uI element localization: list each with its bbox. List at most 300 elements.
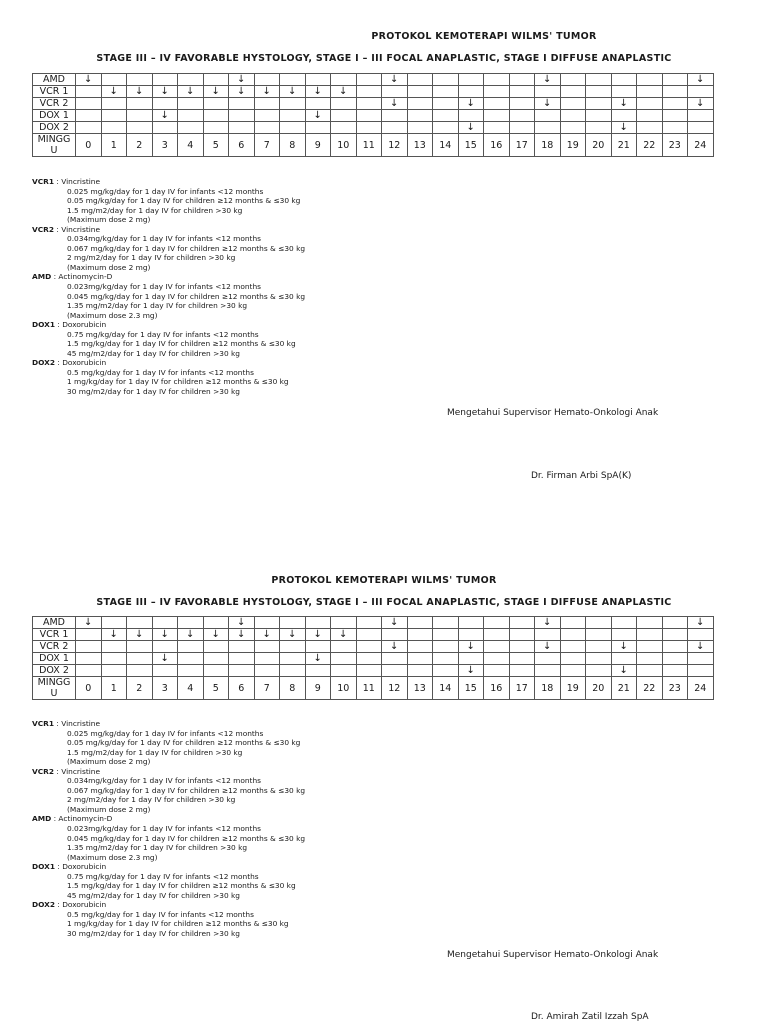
dose-line: (Maximum dose 2.3 mg) [67,852,158,862]
schedule-cell [203,665,229,677]
week-number: 8 [280,677,306,700]
dose-arrow-icon: ↓ [535,617,561,629]
drug-name: Doxorubicin [62,900,107,910]
schedule-row-label: AMD [33,617,76,629]
week-row-label: MINGG U [33,677,76,700]
schedule-cell [484,617,510,629]
schedule-cell [560,122,586,134]
schedule-row [33,74,714,86]
schedule-cell [611,629,637,641]
schedule-cell [484,86,510,98]
schedule-cell [458,110,484,122]
week-number: 20 [586,134,612,157]
schedule-cell [76,122,102,134]
dose-arrow-icon: ↓ [152,653,178,665]
schedule-cell [305,641,331,653]
drug-heading [32,272,305,282]
schedule-cell [586,74,612,86]
drug-separator: : [51,814,59,824]
schedule-cell [586,122,612,134]
dose-arrow-icon: ↓ [382,617,408,629]
dose-arrow-icon: ↓ [305,110,331,122]
dose-arrow-icon: ↓ [688,617,714,629]
dose-arrow-icon: ↓ [152,629,178,641]
schedule-cell [229,110,255,122]
dose-arrow-icon: ↓ [203,629,229,641]
drug-name: Doxorubicin [62,358,107,368]
week-number: 14 [433,134,459,157]
dose-line: 0.045 mg/kg/day for 1 day IV for children ≥12 months & ≤30 kg [67,291,306,301]
week-number: 13 [407,134,433,157]
drug-code: DOX1 [32,862,55,872]
schedule-cell [662,665,688,677]
schedule-cell [127,641,153,653]
dose-arrow-icon: ↓ [229,629,255,641]
schedule-cell [280,74,306,86]
schedule-cell [611,110,637,122]
schedule-cell [509,74,535,86]
week-number: 10 [331,134,357,157]
schedule-cell [356,98,382,110]
schedule-cell [382,86,408,98]
drug-heading [32,862,305,872]
week-number: 3 [152,134,178,157]
schedule-cell [688,122,714,134]
schedule-cell [560,98,586,110]
schedule-cell [382,110,408,122]
schedule-cell [407,122,433,134]
schedule-cell [662,122,688,134]
schedule-row [33,86,714,98]
schedule-cell [152,122,178,134]
schedule-cell [535,665,561,677]
schedule-cell [356,86,382,98]
week-number: 6 [229,677,255,700]
schedule-table [32,73,714,157]
schedule-cell [203,653,229,665]
dose-arrow-icon: ↓ [331,86,357,98]
dose-arrow-icon: ↓ [458,641,484,653]
schedule-cell [586,665,612,677]
dose-arrow-icon: ↓ [76,74,102,86]
schedule-cell [178,74,204,86]
schedule-row-label: VCR 1 [33,629,76,641]
dose-arrow-icon: ↓ [229,86,255,98]
schedule-row-label: AMD [33,74,76,86]
week-number: 15 [458,677,484,700]
drug-name: Vincristine [61,177,101,186]
dose-line: (Maximum dose 2 mg) [67,804,151,814]
schedule-cell [535,110,561,122]
schedule-cell [611,74,637,86]
schedule-cell [127,110,153,122]
schedule-cell [254,74,280,86]
dose-arrow-icon: ↓ [305,86,331,98]
schedule-cell [560,629,586,641]
schedule-cell [152,98,178,110]
dose-line: 0.023mg/kg/day for 1 day IV for infants <12 months [67,282,261,292]
dose-line: 2 mg/m2/day for 1 day IV for children >30 kg [67,795,236,805]
dose-line: 0.034mg/kg/day for 1 day IV for infants <12 months [67,776,261,786]
drug-heading [32,225,305,235]
schedule-row [33,98,714,110]
dose-arrow-icon: ↓ [611,122,637,134]
schedule-cell [76,665,102,677]
schedule-cell [509,122,535,134]
dose-line: 0.5 mg/kg/day for 1 day IV for infants <12 months [67,909,254,919]
schedule-cell [280,653,306,665]
week-number: 13 [407,677,433,700]
dose-line: 45 mg/m2/day for 1 day IV for children >30 kg [67,348,240,358]
dose-arrow-icon: ↓ [382,98,408,110]
schedule-cell [356,653,382,665]
week-row [33,134,714,157]
drug-name: Doxorubicin [62,320,107,330]
dose-line: 0.045 mg/kg/day for 1 day IV for children ≥12 months & ≤30 kg [67,833,306,843]
schedule-cell [178,641,204,653]
schedule-cell [586,653,612,665]
drug-heading [32,814,305,824]
schedule-cell [356,665,382,677]
schedule-cell [305,122,331,134]
week-number: 19 [560,134,586,157]
schedule-cell [152,617,178,629]
dose-line: 0.05 mg/kg/day for 1 day IV for children ≥12 months & ≤30 kg [67,196,301,206]
week-number: 3 [152,677,178,700]
week-number: 2 [127,677,153,700]
drug-code: VCR2 [32,766,54,776]
schedule-cell [203,74,229,86]
dose-line: 1.35 mg/m2/day for 1 day IV for children >30 kg [67,301,248,311]
schedule-cell [203,98,229,110]
schedule-cell [637,122,663,134]
schedule-cell [305,617,331,629]
schedule-cell [688,629,714,641]
schedule-cell [280,110,306,122]
drug-separator: : [55,900,63,910]
drug-separator: : [53,177,62,186]
schedule-row-label: DOX 1 [33,110,76,122]
dose-line: 1 mg/kg/day for 1 day IV for children ≥12 months & ≤30 kg [67,377,289,387]
schedule-cell [586,110,612,122]
schedule-cell [637,98,663,110]
schedule-cell [254,110,280,122]
dose-line: 1.35 mg/m2/day for 1 day IV for children >30 kg [67,843,248,853]
schedule-cell [458,86,484,98]
dose-line: 0.023mg/kg/day for 1 day IV for infants <12 months [67,824,261,834]
schedule-cell [433,74,459,86]
schedule-cell [331,665,357,677]
schedule-cell [331,74,357,86]
dose-arrow-icon: ↓ [254,86,280,98]
schedule-row [33,122,714,134]
week-number: 18 [535,134,561,157]
dose-line: 0.067 mg/kg/day for 1 day IV for children ≥12 months & ≤30 kg [67,785,306,795]
dose-line: (Maximum dose 2 mg) [67,262,151,272]
schedule-cell [356,110,382,122]
week-number: 0 [76,134,102,157]
dose-arrow-icon: ↓ [688,641,714,653]
dose-line: 2 mg/m2/day for 1 day IV for children >30 kg [67,253,236,263]
dose-arrow-icon: ↓ [127,629,153,641]
week-number: 22 [637,677,663,700]
dose-arrow-icon: ↓ [305,653,331,665]
schedule-cell [407,629,433,641]
schedule-cell [433,617,459,629]
schedule-cell [433,122,459,134]
schedule-cell [152,74,178,86]
dose-arrow-icon: ↓ [178,86,204,98]
schedule-cell [229,653,255,665]
schedule-cell [407,86,433,98]
schedule-cell [637,641,663,653]
dose-arrow-icon: ↓ [178,629,204,641]
schedule-cell [178,98,204,110]
schedule-cell [509,641,535,653]
dose-arrow-icon: ↓ [535,98,561,110]
week-number: 7 [254,677,280,700]
schedule-cell [280,617,306,629]
schedule-cell [688,110,714,122]
schedule-cell [662,641,688,653]
schedule-cell [229,665,255,677]
schedule-cell [407,653,433,665]
schedule-cell [433,98,459,110]
drug-separator: : [55,320,63,330]
schedule-cell [509,617,535,629]
week-number: 2 [127,134,153,157]
schedule-cell [229,641,255,653]
week-number: 16 [484,677,510,700]
dose-arrow-icon: ↓ [611,641,637,653]
schedule-cell [203,122,229,134]
drug-name: Vincristine [61,224,101,234]
schedule-cell [637,74,663,86]
drug-name: Actinomycin-D [58,272,113,282]
drug-separator: : [51,272,59,282]
schedule-cell [560,86,586,98]
dose-line: 0.75 mg/kg/day for 1 day IV for infants <12 months [67,329,259,339]
schedule-cell [407,98,433,110]
dose-arrow-icon: ↓ [458,665,484,677]
drug-heading [32,767,305,777]
schedule-cell [662,653,688,665]
schedule-cell [203,641,229,653]
schedule-cell [535,629,561,641]
schedule-cell [76,86,102,98]
schedule-cell [356,617,382,629]
week-number: 14 [433,677,459,700]
schedule-cell [688,86,714,98]
schedule-cell [560,641,586,653]
dose-arrow-icon: ↓ [127,86,153,98]
dose-line: 0.05 mg/kg/day for 1 day IV for children ≥12 months & ≤30 kg [67,738,301,748]
week-number: 7 [254,134,280,157]
schedule-cell [305,665,331,677]
schedule-cell [178,122,204,134]
schedule-table [32,616,714,700]
protocol-subtitle: STAGE III – IV FAVORABLE HYSTOLOGY, STAGE I – III FOCAL ANAPLASTIC, STAGE I DIFFUSE ANAPLASTIC [96,597,672,608]
schedule-row-label: VCR 2 [33,98,76,110]
schedule-cell [637,653,663,665]
week-number: 16 [484,134,510,157]
drug-notes [32,177,305,397]
schedule-cell [433,665,459,677]
schedule-cell [331,641,357,653]
dose-line: 0.034mg/kg/day for 1 day IV for infants <12 months [67,234,261,244]
drug-code: DOX2 [32,358,55,368]
dose-line: 0.025 mg/kg/day for 1 day IV for infants <12 months [67,186,264,196]
schedule-cell [484,110,510,122]
week-number: 12 [382,677,408,700]
week-number: 12 [382,134,408,157]
schedule-cell [280,641,306,653]
dose-arrow-icon: ↓ [280,86,306,98]
schedule-cell [127,665,153,677]
schedule-cell [254,641,280,653]
schedule-cell [101,617,127,629]
dose-arrow-icon: ↓ [152,110,178,122]
week-number: 5 [203,677,229,700]
dose-line: 0.5 mg/kg/day for 1 day IV for infants <12 months [67,367,254,377]
schedule-cell [382,629,408,641]
dose-arrow-icon: ↓ [280,629,306,641]
dose-line: 1.5 mg/kg/day for 1 day IV for children ≥12 months & ≤30 kg [67,881,296,891]
week-number: 23 [662,134,688,157]
week-number: 6 [229,134,255,157]
week-number: 17 [509,134,535,157]
week-number: 11 [356,134,382,157]
schedule-cell [407,665,433,677]
schedule-cell [433,86,459,98]
schedule-cell [331,653,357,665]
drug-code: DOX1 [32,320,55,330]
schedule-cell [637,110,663,122]
dose-line: (Maximum dose 2 mg) [67,215,151,225]
schedule-cell [407,641,433,653]
drug-code: VCR2 [32,224,54,234]
schedule-cell [611,86,637,98]
schedule-cell [688,665,714,677]
schedule-cell [280,122,306,134]
schedule-cell [560,74,586,86]
dose-arrow-icon: ↓ [101,86,127,98]
dose-line: (Maximum dose 2 mg) [67,757,151,767]
drug-heading [32,358,305,368]
schedule-row-label: DOX 2 [33,122,76,134]
schedule-cell [586,617,612,629]
schedule-cell [509,86,535,98]
schedule-cell [76,641,102,653]
schedule-row [33,617,714,629]
schedule-cell [662,98,688,110]
schedule-cell [127,617,153,629]
schedule-cell [407,74,433,86]
schedule-cell [535,653,561,665]
week-number: 8 [280,134,306,157]
protocol-subtitle: STAGE III – IV FAVORABLE HYSTOLOGY, STAGE I – III FOCAL ANAPLASTIC, STAGE I DIFFUSE ANAPLASTIC [96,53,672,64]
dose-arrow-icon: ↓ [254,629,280,641]
dose-arrow-icon: ↓ [611,665,637,677]
schedule-row [33,665,714,677]
schedule-cell [407,110,433,122]
week-number: 19 [560,677,586,700]
schedule-cell [484,641,510,653]
drug-heading [32,320,305,330]
week-number: 24 [688,134,714,157]
schedule-cell [535,122,561,134]
schedule-cell [152,641,178,653]
protocol-title: PROTOKOL KEMOTERAPI WILMS' TUMOR [271,575,497,586]
doctor-signature-name: Dr. Firman Arbi SpA(K) [531,471,632,481]
schedule-cell [484,653,510,665]
dose-arrow-icon: ↓ [688,98,714,110]
week-number: 4 [178,134,204,157]
week-number: 20 [586,677,612,700]
drug-heading [32,177,305,187]
schedule-cell [586,86,612,98]
schedule-cell [178,665,204,677]
schedule-row-label: DOX 2 [33,665,76,677]
schedule-cell [662,86,688,98]
supervisor-label: Mengetahui Supervisor Hemato-Onkologi Anak [447,950,659,960]
dose-line: 30 mg/m2/day for 1 day IV for children >30 kg [67,387,240,397]
schedule-cell [101,665,127,677]
schedule-cell [331,617,357,629]
schedule-cell [254,617,280,629]
drug-name: Actinomycin-D [58,814,113,824]
schedule-row-label: VCR 2 [33,641,76,653]
schedule-cell [484,629,510,641]
schedule-cell [484,665,510,677]
schedule-cell [611,617,637,629]
schedule-cell [662,629,688,641]
schedule-cell [560,653,586,665]
schedule-cell [662,617,688,629]
drug-notes [32,719,305,939]
schedule-cell [331,98,357,110]
dose-line: 0.067 mg/kg/day for 1 day IV for children ≥12 months & ≤30 kg [67,243,306,253]
dose-arrow-icon: ↓ [688,74,714,86]
schedule-cell [101,653,127,665]
schedule-cell [586,629,612,641]
schedule-cell [229,122,255,134]
schedule-cell [356,74,382,86]
schedule-cell [76,110,102,122]
schedule-cell [127,74,153,86]
schedule-row [33,653,714,665]
schedule-cell [458,653,484,665]
schedule-cell [76,629,102,641]
week-row [33,677,714,700]
drug-code: DOX2 [32,900,55,910]
dose-line: 1.5 mg/m2/day for 1 day IV for children >30 kg [67,205,243,215]
drug-code: AMD [32,272,52,282]
schedule-cell [458,629,484,641]
week-number: 4 [178,677,204,700]
drug-separator: : [53,224,62,234]
schedule-cell [433,629,459,641]
schedule-cell [229,98,255,110]
drug-name: Doxorubicin [62,862,107,872]
schedule-cell [101,98,127,110]
week-number: 1 [101,677,127,700]
schedule-row-label: VCR 1 [33,86,76,98]
drug-separator: : [53,766,62,776]
dose-line: 0.025 mg/kg/day for 1 day IV for infants <12 months [67,728,264,738]
dose-line: (Maximum dose 2.3 mg) [67,310,158,320]
schedule-row [33,110,714,122]
